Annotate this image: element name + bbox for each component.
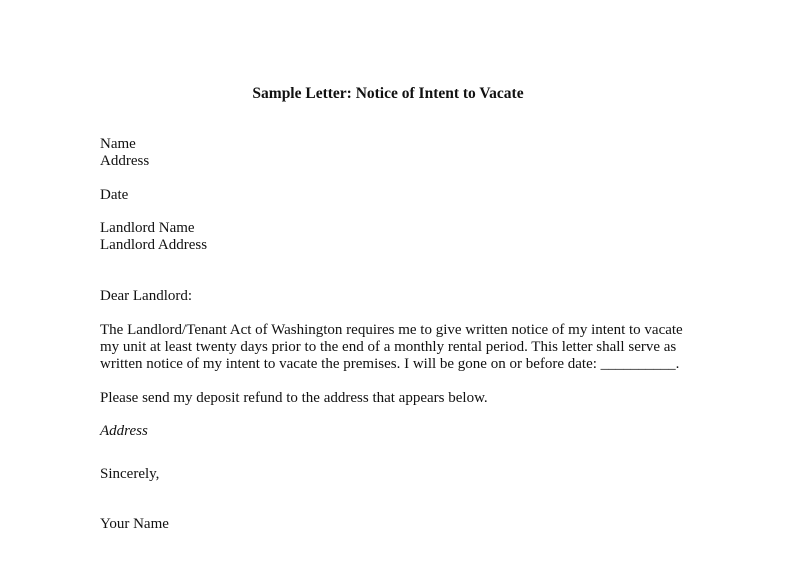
closing: Sincerely, <box>100 466 160 482</box>
deposit-request: Please send my deposit refund to the address that appears below. <box>100 390 488 406</box>
letter-title: Sample Letter: Notice of Intent to Vacate <box>252 85 524 102</box>
sender-name: Name <box>100 136 136 152</box>
body-line-2: my unit at least twenty days prior to the end of a monthly rental period. This letter shall serve as <box>100 339 677 355</box>
sender-address: Address <box>100 153 150 169</box>
recipient-address: Landlord Address <box>100 237 208 253</box>
salutation: Dear Landlord: <box>100 288 193 304</box>
body-line-1: The Landlord/Tenant Act of Washington requires me to give written notice of my intent to vacate <box>100 322 683 338</box>
recipient-name: Landlord Name <box>100 220 195 236</box>
forwarding-address: Address <box>100 423 148 439</box>
letter-date: Date <box>100 187 129 203</box>
signature-name: Your Name <box>100 516 169 532</box>
body-line-3: written notice of my intent to vacate the premises. I will be gone on or before date: __________. <box>100 356 680 372</box>
